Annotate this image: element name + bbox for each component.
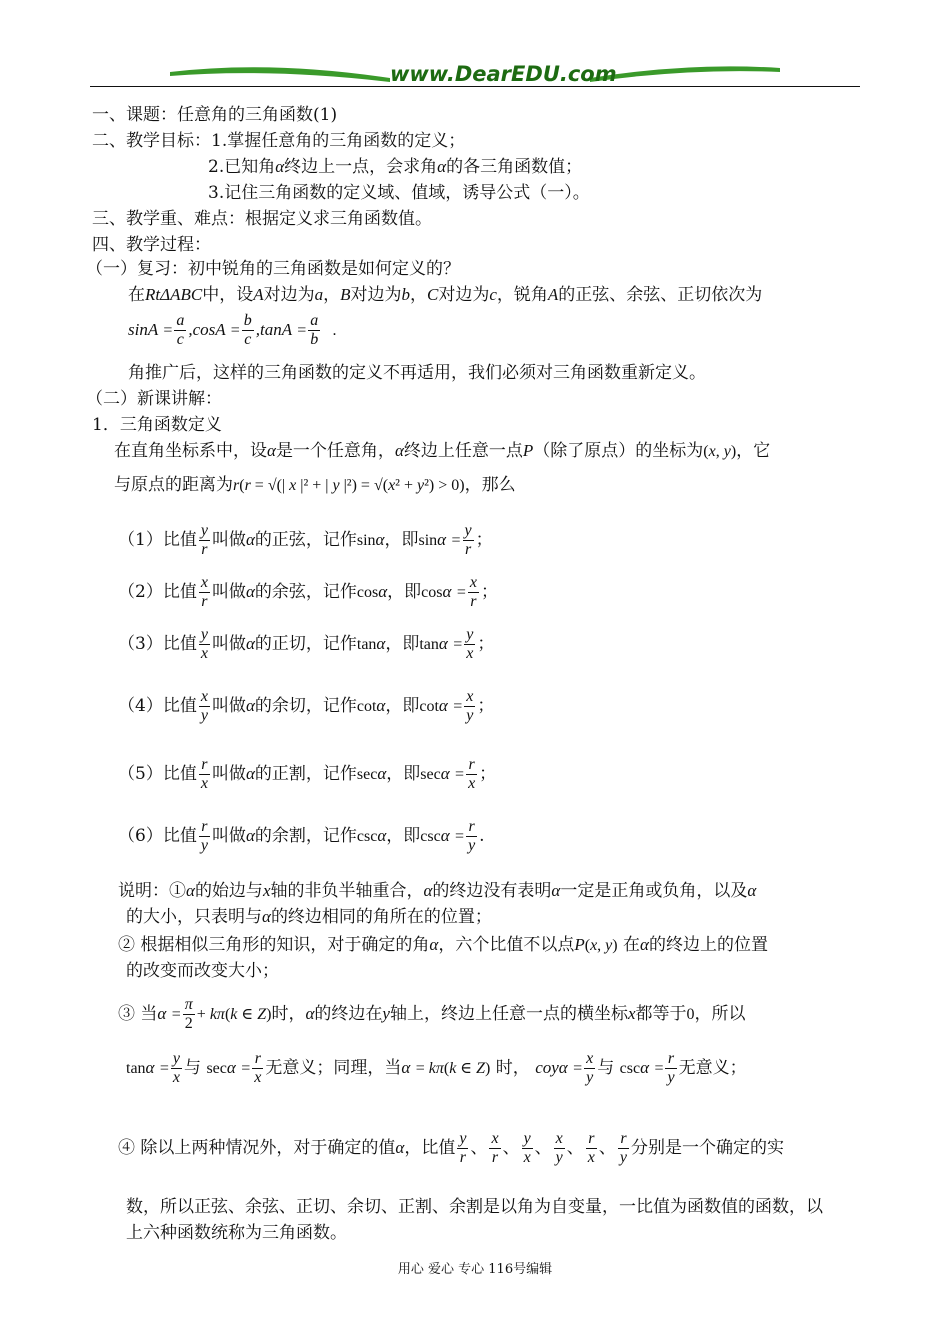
objectives-line-3: 3.记住三角函数的定义域、值域，诱导公式（一）。	[208, 183, 590, 203]
definition-intro-2: 与原点的距离为r(r = √(| x |² + | y |²) = √(x² + y²) > 0)，那么	[114, 475, 516, 495]
header-banner	[90, 56, 860, 90]
key-points: 三、教学重、难点：根据定义求三角函数值。	[92, 209, 432, 229]
objectives-line-2: 2.已知角α终边上一点，会求角α的各三角函数值；	[208, 157, 583, 177]
note-1-line-1: 说明：①α的始边与x轴的非负半轴重合，α的终边没有表明α一定是正角或负角，以及α	[118, 881, 757, 901]
definition-heading: 1．三角函数定义	[92, 415, 222, 435]
note-1-line-2: 的大小，只表明与α的终边相同的角所在的位置；	[126, 907, 492, 927]
note-3-line-1: ③ 当α = $\frac{\pi}{2}$ + kπ(k ∈ Z)时，α的终边在y轴上，终边上任意一点的横坐标x都等于0，所以	[118, 996, 746, 1032]
definition-sine: （1）比值 $\frac{y}{r}$ 叫做α的正弦，记作sinα，即sinα = $\frac{y}{r}$ ；	[118, 522, 493, 558]
lesson-title: 一、课题：任意角的三角函数(1)	[92, 105, 338, 125]
header-rule	[90, 86, 860, 87]
note-4-line-1: ④ 除以上两种情况外，对于确定的值α，比值 $\frac{y}{r}$ 、 $\frac{x}{r}$ 、 $\frac{y}{x}$ 、 $\frac{x}{y}$ 、 $\frac{r}{x}$ 、 $\frac{r}{y}$ 分别是一个确定的实	[118, 1130, 784, 1166]
acute-definitions-formula: sinA = $\frac{a}{c}$ ,cosA = $\frac{b}{c}$ ,tanA = $\frac{a}{b}$ .	[128, 312, 337, 348]
definition-cotangent: （4）比值 $\frac{x}{y}$ 叫做α的余切，记作cotα，即cotα = $\frac{x}{y}$ ；	[118, 688, 495, 724]
objectives-line-1: 二、教学目标：1.掌握任意角的三角函数的定义；	[92, 131, 466, 151]
note-4-line-2: 数，所以正弦、余弦、正切、余切、正割、余割是以角为自变量，一比值为函数值的函数，以	[126, 1197, 823, 1217]
definition-secant: （5）比值 $\frac{r}{x}$ 叫做α的正割，记作secα，即secα = $\frac{r}{x}$ ；	[118, 756, 497, 792]
review-heading: （一）复习：初中锐角的三角函数是如何定义的？	[86, 259, 460, 279]
footer-text: 用心 爱心 专心 116号编辑	[397, 1262, 553, 1277]
definition-tangent: （3）比值 $\frac{y}{x}$ 叫做α的正切，记作tanα，即tanα = $\frac{y}{x}$ ；	[118, 626, 495, 662]
definition-intro-1: 在直角坐标系中，设α是一个任意角，α终边上任意一点P（除了原点）的坐标为(x, y)，它	[114, 441, 771, 461]
note-3-line-2: tanα = $\frac{y}{x}$ 与 secα = $\frac{r}{x}$ 无意义；同理，当α = kπ(k ∈ Z) 时， coyα = $\frac{x}{y}$ 与 cscα = $\frac{r}{y}$ 无意义；	[126, 1050, 747, 1086]
definition-cosecant: （6）比值 $\frac{r}{y}$ 叫做α的余割，记作cscα，即cscα = $\frac{r}{y}$ .	[118, 818, 485, 854]
generalization-note: 角推广后，这样的三角函数的定义不再适用，我们必须对三角函数重新定义。	[128, 363, 706, 383]
header-site-name: www.DearEDU.com	[390, 62, 617, 86]
new-lesson-heading: （二）新课讲解：	[86, 389, 222, 409]
note-4-line-3: 上六种函数统称为三角函数。	[126, 1223, 347, 1243]
review-text: 在RtΔABC中，设A对边为a，B对边为b，C对边为c，锐角A的正弦、余弦、正切依次为	[128, 285, 763, 305]
note-2-line-2: 的改变而改变大小；	[126, 961, 279, 981]
note-2-line-1: ② 根据相似三角形的知识，对于确定的角α，六个比值不以点P(x, y) 在α的终边上的位置	[118, 935, 768, 955]
process-heading: 四、教学过程：	[92, 235, 211, 255]
definition-cosine: （2）比值 $\frac{x}{r}$ 叫做α的余弦，记作cosα，即cosα = $\frac{x}{r}$ ；	[118, 574, 498, 610]
